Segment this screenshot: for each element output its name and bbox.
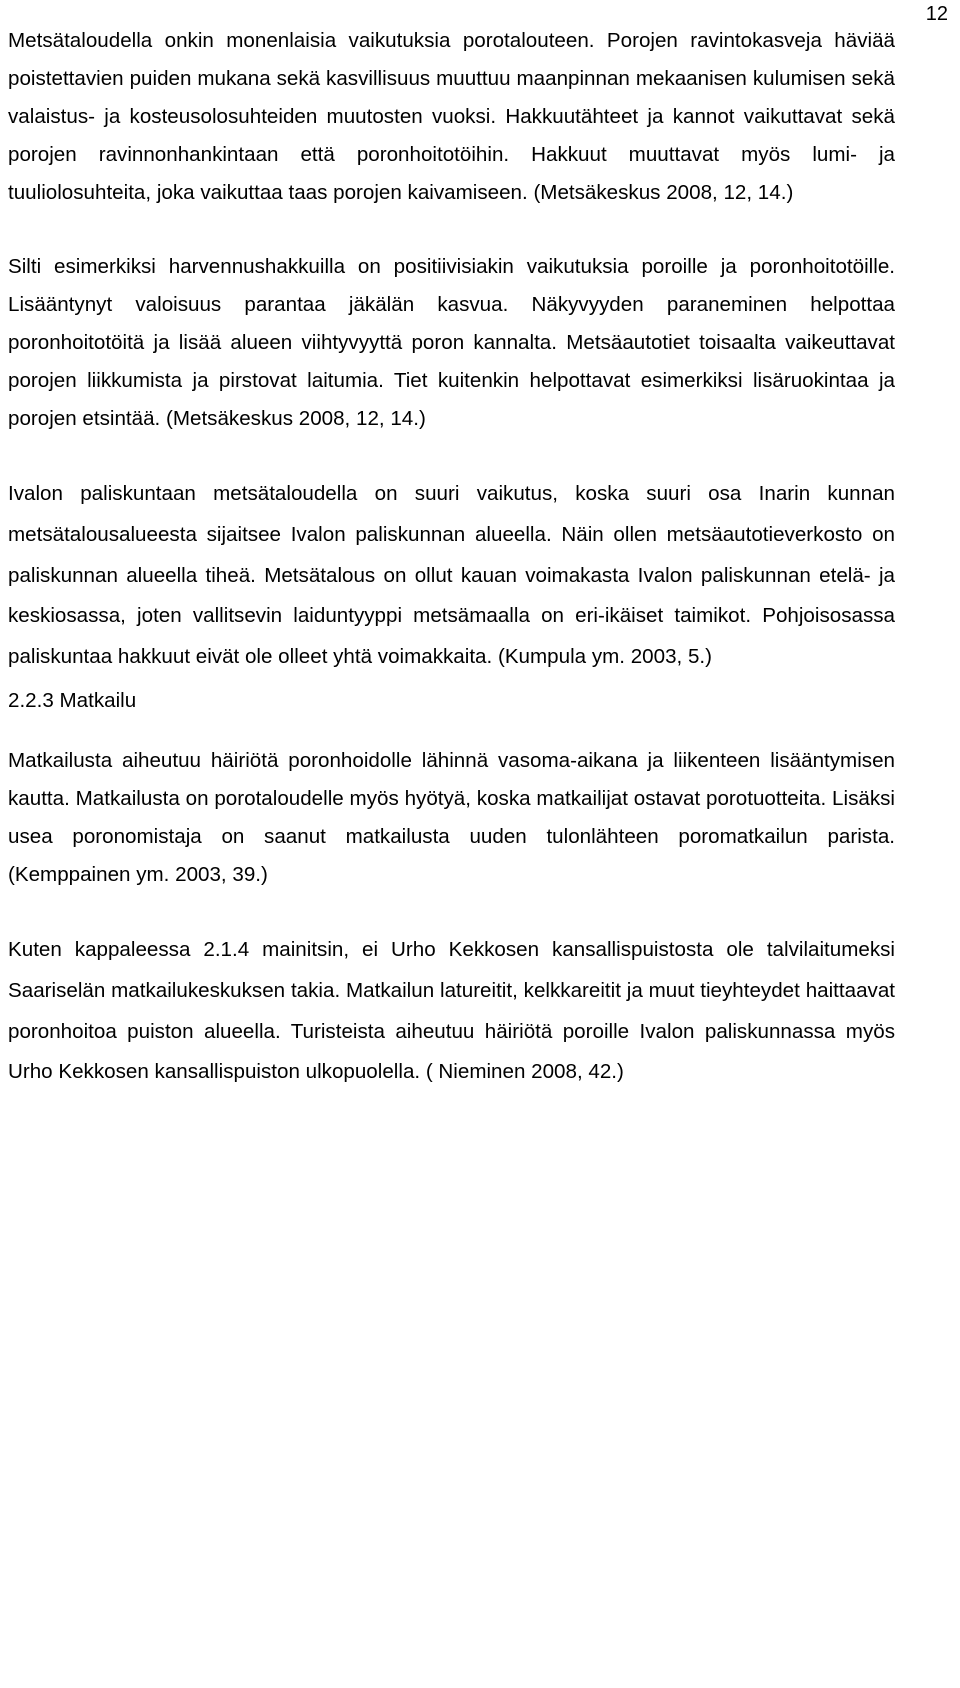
paragraph-national-park: Kuten kappaleessa 2.1.4 mainitsin, ei Urho Kekkosen kansallispuistosta ole talvilaitumeksi Saariselän matkailukeskuksen takia. Matkailun latureitit, kelkkareitit ja muut tieyhteydet haittaavat poronhoitoa puiston alueella. Turisteista aiheutuu häiriötä poroille Ivalon paliskunnassa myös Urho Kekkosen kansallispuiston ulkopuolella. ( Nieminen 2008, 42.) <box>8 937 895 1084</box>
paragraph-thinning-benefits: Silti esimerkiksi harvennushakkuilla on positiivisiakin vaikutuksia poroille ja poronhoitotöille. Lisääntynyt valoisuus parantaa jäkälän kasvua. Näkyvyyden paraneminen helpottaa poronhoitotöitä ja lisää alueen viihtyvyyttä poron kannalta. Metsäautotiet toisaalta vaikeuttavat porojen liikkumista ja pirstovat laitumia. Tiet kuitenkin helpottavat esimerkiksi lisäruokintaa ja porojen etsintää. (Metsäkeskus 2008, 12, 14.) <box>8 255 895 430</box>
document-body <box>8 22 895 1093</box>
page-number: 12 <box>925 3 948 25</box>
section-heading-tourism: 2.2.3 Matkailu <box>8 688 137 712</box>
paragraph-forestry-effects: Metsätaloudella onkin monenlaisia vaikutuksia porotalouteen. Porojen ravintokasveja häviää poistettavien puiden mukana sekä kasvillisuus muuttuu maanpinnan mekaanisen kulumisen sekä valaistus- ja kosteusolosuhteiden muutosten vuoksi. Hakkuutähteet ja kannot vaikuttavat sekä porojen ravinnonhankintaan että poronhoitotöihin. Hakkuut muuttavat myös lumi- ja tuuliolosuhteita, joka vaikuttaa taas porojen kaivamiseen. (Metsäkeskus 2008, 12, 14.) <box>8 29 895 204</box>
paragraph-ivalo-forestry: Ivalon paliskuntaan metsätaloudella on suuri vaikutus, koska suuri osa Inarin kunnan metsätalousalueesta sijaitsee Ivalon paliskunnan alueella. Näin ollen metsäautotieverkosto on paliskunnan alueella tiheä. Metsätalous on ollut kauan voimakasta Ivalon paliskunnan etelä- ja keskiosassa, joten vallitsevin laiduntyyppi metsämaalla on eri-ikäiset taimikot. Pohjoisosassa paliskuntaa hakkuut eivät ole olleet yhtä voimakkaita. (Kumpula ym. 2003, 5.) <box>8 482 895 669</box>
paragraph-tourism-effects: Matkailusta aiheutuu häiriötä poronhoidolle lähinnä vasoma-aikana ja liikenteen lisääntymisen kautta. Matkailusta on porotaloudelle myös hyötyä, koska matkailijat ostavat porotuotteita. Lisäksi usea poronomistaja on saanut matkailusta uuden tulonlähteen poromatkailun parista. (Kemppainen ym. 2003, 39.) <box>8 748 895 886</box>
